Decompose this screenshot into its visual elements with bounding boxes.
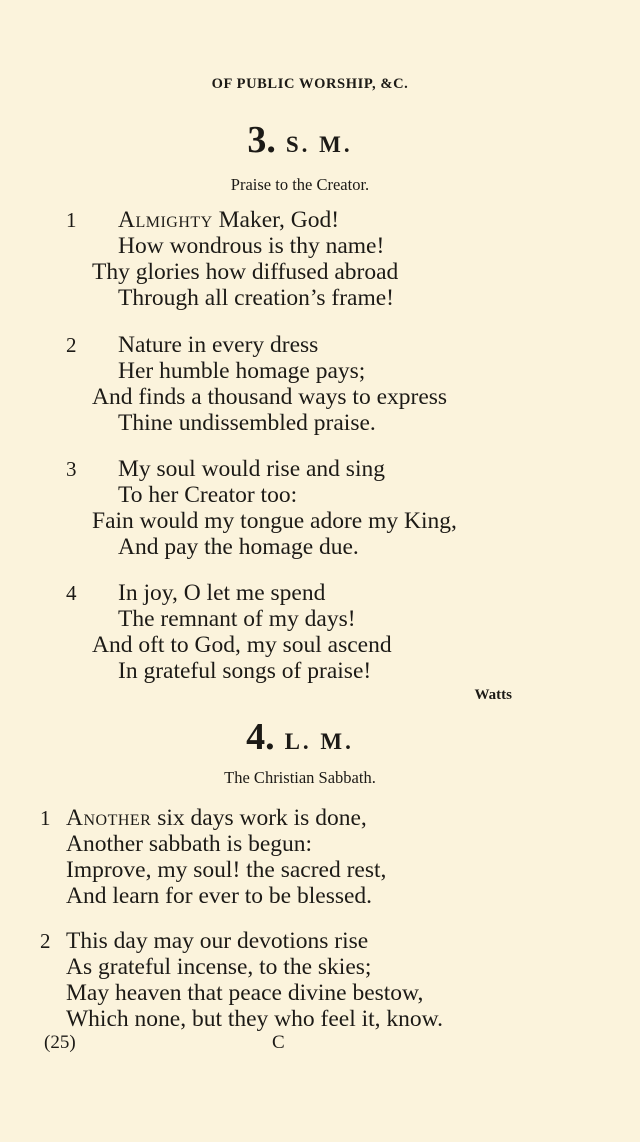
verse-line: Nature in every dress (118, 332, 319, 358)
hymn-4-title (0, 715, 600, 759)
verse-line: Improve, my soul! the sacred rest, (66, 857, 387, 883)
hymn-3-meter: S. M. (285, 132, 353, 157)
verse-line-text: Maker, God! (212, 207, 340, 233)
verse-line: This day may our devotions rise (66, 928, 369, 954)
verse-line: Thy glories how diffused abroad (92, 259, 399, 285)
verse-line-text: six days work is done, (151, 805, 367, 831)
verse-line: Fain would my tongue adore my King, (92, 508, 457, 534)
verse-line: In joy, O let me spend (118, 580, 326, 606)
verse-line: My soul would rise and sing (118, 456, 385, 482)
hymn-3-title (0, 118, 600, 162)
verse-line: And finds a thousand ways to express (92, 384, 448, 410)
verse-line (118, 207, 339, 233)
verse-number: 3 (66, 457, 77, 481)
verse-line: Thine undissembled praise. (118, 410, 376, 436)
verse-line: May heaven that peace divine bestow, (66, 980, 424, 1006)
hymn-4-meter: L. M. (284, 729, 354, 754)
verse-line: How wondrous is thy name! (118, 233, 385, 259)
hymn-3-number: 3. (247, 119, 276, 161)
verse-number: 2 (40, 929, 51, 953)
verse-line: Which none, but they who feel it, know. (66, 1006, 443, 1032)
verse-line: And pay the homage due. (118, 534, 359, 560)
verse-line: To her Creator too: (118, 482, 298, 508)
hymn-4-number: 4. (246, 716, 275, 758)
hymn-author: Watts (474, 687, 512, 703)
verse-line: Through all creation’s frame! (118, 285, 395, 311)
verse-line: Her humble homage pays; (118, 358, 366, 384)
verse-line: And learn for ever to be blessed. (66, 883, 373, 909)
hymn-4-subtitle: The Christian Sabbath. (224, 768, 376, 787)
verse-number: 1 (40, 806, 51, 830)
verse-first-word: Almighty (118, 207, 213, 233)
verse-number: 4 (66, 581, 77, 605)
verse-line: In grateful songs of praise! (118, 658, 372, 684)
verse-first-word: Another (66, 805, 152, 831)
verse-line: And oft to God, my soul ascend (92, 632, 392, 658)
verse-line: As grateful incense, to the skies; (66, 954, 372, 980)
verse-line: Another sabbath is begun: (66, 831, 313, 857)
page-number: (25) (44, 1032, 76, 1053)
verse-number: 1 (66, 208, 77, 232)
verse-number: 2 (66, 333, 77, 357)
signature-mark: C (272, 1032, 285, 1053)
verse-line (66, 805, 367, 831)
verse-line: The remnant of my days! (118, 606, 356, 632)
running-header: OF PUBLIC WORSHIP, &C. (211, 76, 409, 92)
hymn-3-subtitle: Praise to the Creator. (230, 175, 370, 194)
